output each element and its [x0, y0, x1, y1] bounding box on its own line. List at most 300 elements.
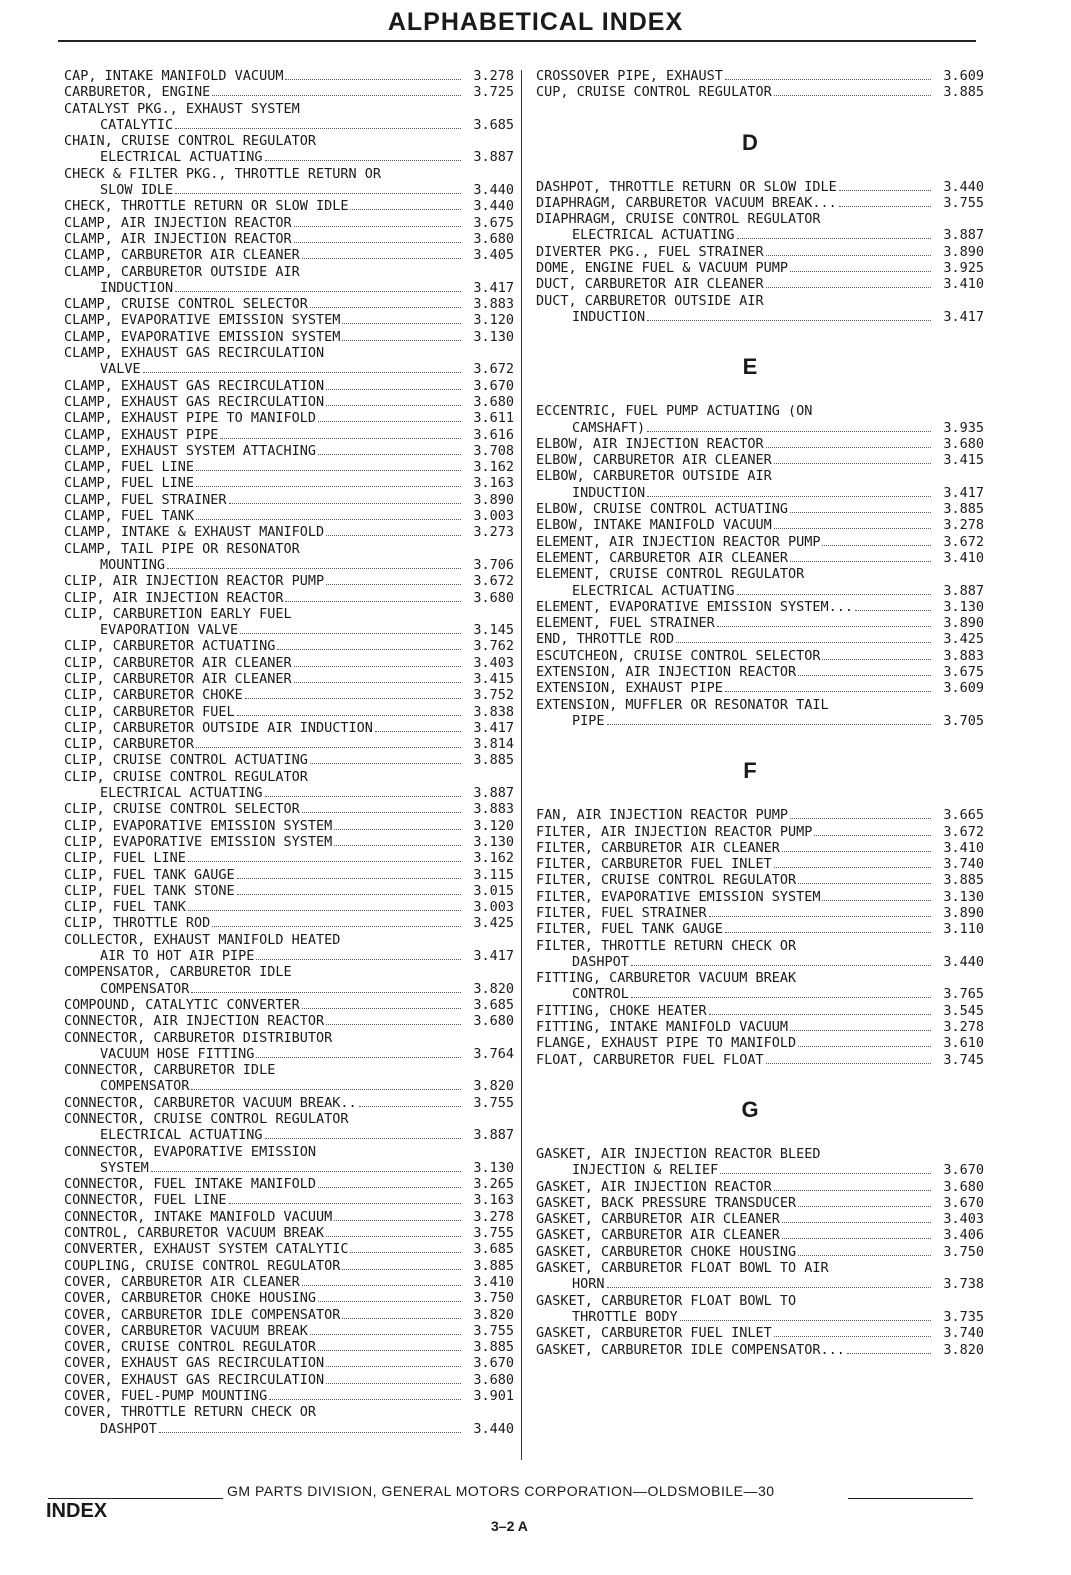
entry-text: COMPOUND, CATALYTIC CONVERTER: [64, 996, 300, 1013]
index-entry: [64, 1258, 514, 1274]
entry-line: [536, 1342, 984, 1358]
index-entry: [64, 68, 514, 84]
entry-text: COVER, CRUISE CONTROL REGULATOR: [64, 1339, 316, 1356]
dot-leader: [326, 1383, 461, 1384]
entry-reference-number: 3.130: [943, 888, 984, 905]
entry-line: [536, 1162, 984, 1178]
dot-leader: [798, 1255, 931, 1256]
dot-leader: [302, 812, 461, 813]
entry-text: GASKET, CARBURETOR IDLE COMPENSATOR...: [536, 1341, 845, 1358]
entry-line: [64, 736, 514, 752]
footer-section-label: INDEX: [46, 1500, 108, 1522]
entry-line: [64, 166, 514, 182]
index-entry: [64, 1290, 514, 1306]
entry-reference-number: 3.278: [943, 1019, 984, 1036]
dot-leader: [285, 601, 461, 602]
entry-text-continued: ELECTRICAL ACTUATING: [100, 149, 263, 166]
entry-text: COVER, THROTTLE RETURN CHECK OR: [64, 1404, 316, 1421]
index-entry: [536, 195, 984, 211]
entry-text: CLAMP, CARBURETOR AIR CLEANER: [64, 247, 300, 264]
entry-text: FITTING, INTAKE MANIFOLD VACUUM: [536, 1019, 788, 1036]
entry-line: [536, 1244, 984, 1260]
index-entry: [64, 524, 514, 540]
dot-leader: [175, 193, 461, 194]
dot-leader: [265, 796, 461, 797]
dot-leader: [196, 519, 461, 520]
entry-reference-number: 3.820: [473, 1078, 514, 1095]
entry-line: [536, 680, 984, 696]
dot-leader: [212, 95, 461, 96]
entry-text: CONNECTOR, EVAPORATIVE EMISSION: [64, 1143, 316, 1160]
entry-text-continued: INDUCTION: [100, 279, 174, 296]
entry-line: [536, 276, 984, 292]
entry-line: [64, 932, 514, 948]
entry-line: [536, 599, 984, 615]
index-entry: [536, 648, 984, 664]
entry-line: [536, 1309, 984, 1325]
entry-line: [64, 655, 514, 671]
entry-text: CLIP, AIR INJECTION REACTOR: [64, 589, 284, 606]
dot-leader: [720, 1173, 931, 1174]
entry-line: [64, 149, 514, 165]
entry-line: [64, 541, 514, 557]
entry-line: [64, 883, 514, 899]
entry-text: ELEMENT, FUEL STRAINER: [536, 615, 715, 632]
entry-text: DOME, ENGINE FUEL & VACUUM PUMP: [536, 260, 788, 277]
entry-line: [64, 1241, 514, 1257]
header-rule: [58, 40, 976, 42]
entry-line: [536, 664, 984, 680]
index-entry: [64, 1241, 514, 1257]
page-number: 3–2 A: [491, 1518, 528, 1534]
entry-reference-number: 3.670: [473, 1355, 514, 1372]
index-entry: [536, 468, 984, 501]
index-entry: [536, 615, 984, 631]
dot-leader: [310, 763, 461, 764]
entry-reference-number: 3.755: [473, 1094, 514, 1111]
entry-text: COUPLING, CRUISE CONTROL REGULATOR: [64, 1257, 341, 1274]
entry-reference-number: 3.417: [473, 719, 514, 736]
entry-text: ELBOW, AIR INJECTION REACTOR: [536, 435, 764, 452]
entry-line: [64, 964, 514, 980]
dot-leader: [326, 1236, 461, 1237]
entry-text: CLIP, CARBURETOR AIR CLEANER: [64, 670, 292, 687]
entry-text-continued: SLOW IDLE: [100, 182, 174, 199]
entry-text: GASKET, CARBURETOR FLOAT BOWL TO: [536, 1292, 797, 1309]
entry-line: [64, 117, 514, 133]
dot-leader: [302, 1285, 461, 1286]
entry-text: EXTENSION, EXHAUST PIPE: [536, 680, 723, 697]
dot-leader: [175, 128, 461, 129]
dot-leader: [318, 1350, 461, 1351]
index-entry: [536, 276, 984, 292]
dot-leader: [265, 160, 461, 161]
index-entry: [536, 1146, 984, 1179]
dot-leader: [725, 691, 931, 692]
entry-text-continued: AIR TO HOT AIR PIPE: [100, 948, 255, 965]
dot-leader: [326, 1366, 461, 1367]
entry-reference-number: 3.145: [473, 622, 514, 639]
dot-leader: [375, 731, 461, 732]
index-entry: [64, 1095, 514, 1111]
dot-leader: [766, 447, 931, 448]
dot-leader: [212, 926, 461, 927]
entry-reference-number: 3.885: [473, 1257, 514, 1274]
entry-text: EXTENSION, MUFFLER OR RESONATOR TAIL: [536, 696, 829, 713]
entry-text: CLIP, CARBURETION EARLY FUEL: [64, 605, 292, 622]
entry-reference-number: 3.887: [473, 1127, 514, 1144]
entry-reference-number: 3.130: [473, 328, 514, 345]
index-entry: [64, 573, 514, 589]
entry-line: [64, 1421, 514, 1437]
entry-line: [64, 475, 514, 491]
entry-text: CHECK, THROTTLE RETURN OR SLOW IDLE: [64, 198, 349, 215]
entry-text-continued: VALVE: [100, 361, 141, 378]
entry-line: [536, 309, 984, 325]
entry-line: [64, 1388, 514, 1404]
entry-reference-number: 3.685: [473, 116, 514, 133]
entry-text: DUCT, CARBURETOR OUTSIDE AIR: [536, 292, 764, 309]
dot-leader: [159, 1432, 461, 1433]
index-entry: [64, 296, 514, 312]
dot-leader: [143, 372, 461, 373]
entry-line: [536, 1146, 984, 1162]
dot-leader: [607, 1287, 931, 1288]
entry-line: [64, 1307, 514, 1323]
entry-reference-number: 3.417: [473, 279, 514, 296]
entry-text: CLAMP, FUEL STRAINER: [64, 491, 227, 508]
index-entry: [64, 101, 514, 134]
dot-leader: [196, 470, 461, 471]
entry-line: [536, 1052, 984, 1068]
dot-leader: [302, 1008, 461, 1009]
index-entry: [64, 752, 514, 768]
dot-leader: [240, 633, 461, 634]
entry-text: CATALYST PKG., EXHAUST SYSTEM: [64, 100, 300, 117]
entry-text-continued: COMPENSATOR: [100, 980, 190, 997]
index-entry: [536, 1211, 984, 1227]
dot-leader: [265, 1138, 461, 1139]
index-entry: [64, 932, 514, 965]
dot-leader: [798, 883, 931, 884]
index-entry: [64, 720, 514, 736]
entry-line: [64, 1274, 514, 1290]
entry-line: [64, 720, 514, 736]
index-entry: [64, 1192, 514, 1208]
index-entry: [536, 905, 984, 921]
index-entry: [64, 215, 514, 231]
entry-line: [536, 293, 984, 309]
index-entry: [64, 704, 514, 720]
index-entry: [64, 769, 514, 802]
dot-leader: [774, 1190, 931, 1191]
entry-text: FILTER, FUEL TANK GAUGE: [536, 921, 723, 938]
entry-reference-number: 3.015: [473, 882, 514, 899]
entry-line: [536, 840, 984, 856]
entry-line: [64, 1192, 514, 1208]
entry-text: DIVERTER PKG., FUEL STRAINER: [536, 243, 764, 260]
entry-reference-number: 3.403: [473, 654, 514, 671]
index-entry: [64, 247, 514, 263]
entry-text-continued: EVAPORATION VALVE: [100, 622, 239, 639]
entry-reference-number: 3.273: [473, 524, 514, 541]
dot-leader: [774, 1336, 931, 1337]
entry-reference-number: 3.755: [473, 1225, 514, 1242]
entry-text: ELEMENT, CRUISE CONTROL REGULATOR: [536, 566, 805, 583]
entry-line: [64, 1323, 514, 1339]
entry-line: [536, 1179, 984, 1195]
entry-text: CARBURETOR, ENGINE: [64, 84, 211, 101]
entry-text: DIAPHRAGM, CRUISE CONTROL REGULATOR: [536, 211, 821, 228]
entry-text: CLIP, EVAPORATIVE EMISSION SYSTEM: [64, 817, 333, 834]
entry-reference-number: 3.738: [943, 1276, 984, 1293]
index-entry: [536, 211, 984, 244]
entry-text-continued: COMPENSATOR: [100, 1078, 190, 1095]
index-entry: [536, 824, 984, 840]
entry-text: CONVERTER, EXHAUST SYSTEM CATALYTIC: [64, 1241, 349, 1258]
dot-leader: [302, 258, 461, 259]
dot-leader: [790, 512, 931, 513]
entry-line: [536, 211, 984, 227]
dot-leader: [725, 932, 931, 933]
dot-leader: [326, 535, 461, 536]
entry-reference-number: 3.885: [473, 1339, 514, 1356]
entry-text-continued: DASHPOT: [100, 1420, 157, 1437]
index-entry: [64, 818, 514, 834]
entry-text: CONNECTOR, FUEL LINE: [64, 1192, 227, 1209]
entry-text: CLIP, EVAPORATIVE EMISSION SYSTEM: [64, 833, 333, 850]
entry-reference-number: 3.885: [473, 752, 514, 769]
entry-line: [64, 1160, 514, 1176]
entry-text: GASKET, AIR INJECTION REACTOR BLEED: [536, 1145, 821, 1162]
index-entry: [64, 1339, 514, 1355]
entry-line: [64, 329, 514, 345]
entry-line: [64, 410, 514, 426]
dot-leader: [310, 1334, 461, 1335]
entry-text-continued: INDUCTION: [572, 484, 646, 501]
index-entry: [64, 638, 514, 654]
entry-line: [536, 631, 984, 647]
dot-leader: [631, 997, 931, 998]
entry-text: GASKET, CARBURETOR FUEL INLET: [536, 1325, 772, 1342]
entry-reference-number: 3.925: [943, 260, 984, 277]
dot-leader: [220, 438, 461, 439]
entry-text: CAP, INTAKE MANIFOLD VACUUM: [64, 68, 284, 84]
entry-text: CONNECTOR, CRUISE CONTROL REGULATOR: [64, 1111, 349, 1127]
index-entry: [64, 264, 514, 297]
entry-reference-number: 3.410: [943, 276, 984, 293]
entry-reference-number: 3.883: [473, 801, 514, 818]
entry-line: [536, 244, 984, 260]
column-divider: [521, 70, 522, 1460]
entry-text: FLANGE, EXHAUST PIPE TO MANIFOLD: [536, 1035, 797, 1052]
dot-leader: [737, 238, 931, 239]
entry-text: ELBOW, CRUISE CONTROL ACTUATING: [536, 501, 788, 518]
entry-reference-number: 3.672: [473, 573, 514, 590]
index-entry: [64, 166, 514, 199]
entry-text: CLIP, FUEL TANK GAUGE: [64, 866, 235, 883]
entry-reference-number: 3.425: [473, 915, 514, 932]
index-entry: [64, 1307, 514, 1323]
entry-line: [64, 312, 514, 328]
dot-leader: [310, 307, 461, 308]
dot-leader: [237, 894, 461, 895]
entry-reference-number: 3.725: [473, 84, 514, 101]
entry-reference-number: 3.883: [943, 647, 984, 664]
index-entry: [64, 231, 514, 247]
entry-text: CLIP, THROTTLE ROD: [64, 915, 211, 932]
index-entry: [64, 1013, 514, 1029]
entry-reference-number: 3.115: [473, 866, 514, 883]
entry-text: CONNECTOR, INTAKE MANIFOLD VACUUM: [64, 1208, 333, 1225]
entry-text: ELBOW, INTAKE MANIFOLD VACUUM: [536, 517, 772, 534]
entry-text-continued: INDUCTION: [572, 308, 646, 325]
entry-text: CLIP, AIR INJECTION REACTOR PUMP: [64, 573, 325, 590]
index-entry: [536, 517, 984, 533]
entry-line: [536, 938, 984, 954]
entry-line: [64, 1013, 514, 1029]
dot-leader: [782, 1238, 931, 1239]
index-entry: [64, 443, 514, 459]
dot-leader: [167, 568, 461, 569]
entry-line: [64, 508, 514, 524]
entry-line: [64, 231, 514, 247]
entry-line: [536, 1195, 984, 1211]
entry-line: [64, 345, 514, 361]
entry-reference-number: 3.440: [473, 182, 514, 199]
index-entry: [536, 244, 984, 260]
entry-line: [64, 752, 514, 768]
entry-reference-number: 3.885: [943, 84, 984, 101]
entry-text: GASKET, BACK PRESSURE TRANSDUCER: [536, 1194, 797, 1211]
entry-line: [536, 436, 984, 452]
index-entry: [64, 475, 514, 491]
entry-line: [64, 1111, 514, 1127]
dot-leader: [774, 528, 931, 529]
entry-line: [64, 834, 514, 850]
entry-reference-number: 3.887: [473, 149, 514, 166]
entry-reference-number: 3.440: [473, 1420, 514, 1437]
entry-line: [536, 1293, 984, 1309]
entry-text-continued: MOUNTING: [100, 556, 166, 573]
entry-reference-number: 3.403: [943, 1211, 984, 1228]
dot-leader: [326, 405, 461, 406]
entry-reference-number: 3.890: [473, 491, 514, 508]
entry-text: CLIP, CRUISE CONTROL ACTUATING: [64, 752, 308, 769]
index-entry: [64, 312, 514, 328]
dot-leader: [188, 910, 461, 911]
entry-text: FILTER, AIR INJECTION REACTOR PUMP: [536, 823, 813, 840]
entry-text: DIAPHRAGM, CARBURETOR VACUUM BREAK...: [536, 194, 837, 211]
entry-line: [536, 420, 984, 436]
dot-leader: [647, 431, 931, 432]
dot-leader: [237, 878, 461, 879]
entry-line: [64, 1062, 514, 1078]
entry-reference-number: 3.885: [943, 872, 984, 889]
entry-text: END, THROTTLE ROD: [536, 631, 675, 648]
dot-leader: [774, 95, 931, 96]
index-entry: [536, 501, 984, 517]
entry-line: [64, 687, 514, 703]
entry-text: EXTENSION, AIR INJECTION REACTOR: [536, 664, 797, 681]
entry-line: [536, 195, 984, 211]
entry-text-continued: SYSTEM: [100, 1159, 149, 1176]
entry-text: CLAMP, INTAKE & EXHAUST MANIFOLD: [64, 524, 325, 541]
dot-leader: [245, 698, 461, 699]
entry-text: FILTER, THROTTLE RETURN CHECK OR: [536, 937, 797, 954]
entry-text-continued: ELECTRICAL ACTUATING: [572, 227, 735, 244]
entry-reference-number: 3.163: [473, 475, 514, 492]
entry-line: [536, 970, 984, 986]
entry-reference-number: 3.755: [943, 194, 984, 211]
dot-leader: [631, 965, 931, 966]
index-entry: [536, 680, 984, 696]
entry-text: CLAMP, EXHAUST GAS RECIRCULATION: [64, 377, 325, 394]
entry-reference-number: 3.425: [943, 631, 984, 648]
entry-reference-number: 3.680: [473, 393, 514, 410]
index-entry: [536, 921, 984, 937]
entry-line: [64, 704, 514, 720]
dot-leader: [151, 1171, 461, 1172]
index-entry: [536, 697, 984, 730]
entry-text-continued: ELECTRICAL ACTUATING: [100, 785, 263, 802]
entry-reference-number: 3.410: [943, 549, 984, 566]
entry-reference-number: 3.278: [943, 517, 984, 534]
dot-leader: [188, 861, 461, 862]
index-entry: [64, 736, 514, 752]
entry-text: CROSSOVER PIPE, EXHAUST: [536, 68, 723, 84]
entry-text: COVER, CARBURETOR VACUUM BREAK: [64, 1322, 308, 1339]
entry-line: [536, 485, 984, 501]
entry-line: [64, 459, 514, 475]
entry-reference-number: 3.680: [943, 1178, 984, 1195]
index-entry: [536, 664, 984, 680]
entry-text: ELEMENT, EVAPORATIVE EMISSION SYSTEM...: [536, 598, 853, 615]
entry-line: [536, 403, 984, 419]
entry-text: CLIP, CARBURETOR FUEL: [64, 703, 235, 720]
dot-leader: [737, 594, 931, 595]
entry-text: CLAMP, EXHAUST GAS RECIRCULATION: [64, 345, 325, 362]
entry-reference-number: 3.708: [473, 442, 514, 459]
entry-line: [64, 427, 514, 443]
entry-text: CLIP, CARBURETOR OUTSIDE AIR INDUCTION: [64, 719, 373, 736]
entry-reference-number: 3.685: [473, 1241, 514, 1258]
entry-text: FILTER, CRUISE CONTROL REGULATOR: [536, 872, 797, 889]
entry-line: [64, 524, 514, 540]
entry-text: COVER, CARBURETOR CHOKE HOUSING: [64, 1290, 316, 1307]
footer-publisher: GM PARTS DIVISION, GENERAL MOTORS CORPORATION—OLDSMOBILE—30: [227, 1483, 775, 1499]
entry-text: CLAMP, FUEL LINE: [64, 459, 195, 476]
entry-reference-number: 3.440: [943, 953, 984, 970]
dot-leader: [196, 747, 461, 748]
entry-reference-number: 3.278: [473, 1208, 514, 1225]
entry-line: [536, 1003, 984, 1019]
entry-text: CLIP, CARBURETOR: [64, 736, 195, 753]
entry-line: [536, 1276, 984, 1292]
entry-reference-number: 3.740: [943, 856, 984, 873]
entry-line: [64, 198, 514, 214]
entry-line: [64, 84, 514, 100]
entry-text: CHAIN, CRUISE CONTROL REGULATOR: [64, 133, 316, 150]
index-entry: [64, 1372, 514, 1388]
index-entry: [64, 492, 514, 508]
entry-reference-number: 3.838: [473, 703, 514, 720]
entry-line: [64, 280, 514, 296]
entry-reference-number: 3.740: [943, 1325, 984, 1342]
entry-line: [536, 1211, 984, 1227]
entry-text: CLIP, FUEL TANK STONE: [64, 882, 235, 899]
entry-reference-number: 3.675: [943, 664, 984, 681]
